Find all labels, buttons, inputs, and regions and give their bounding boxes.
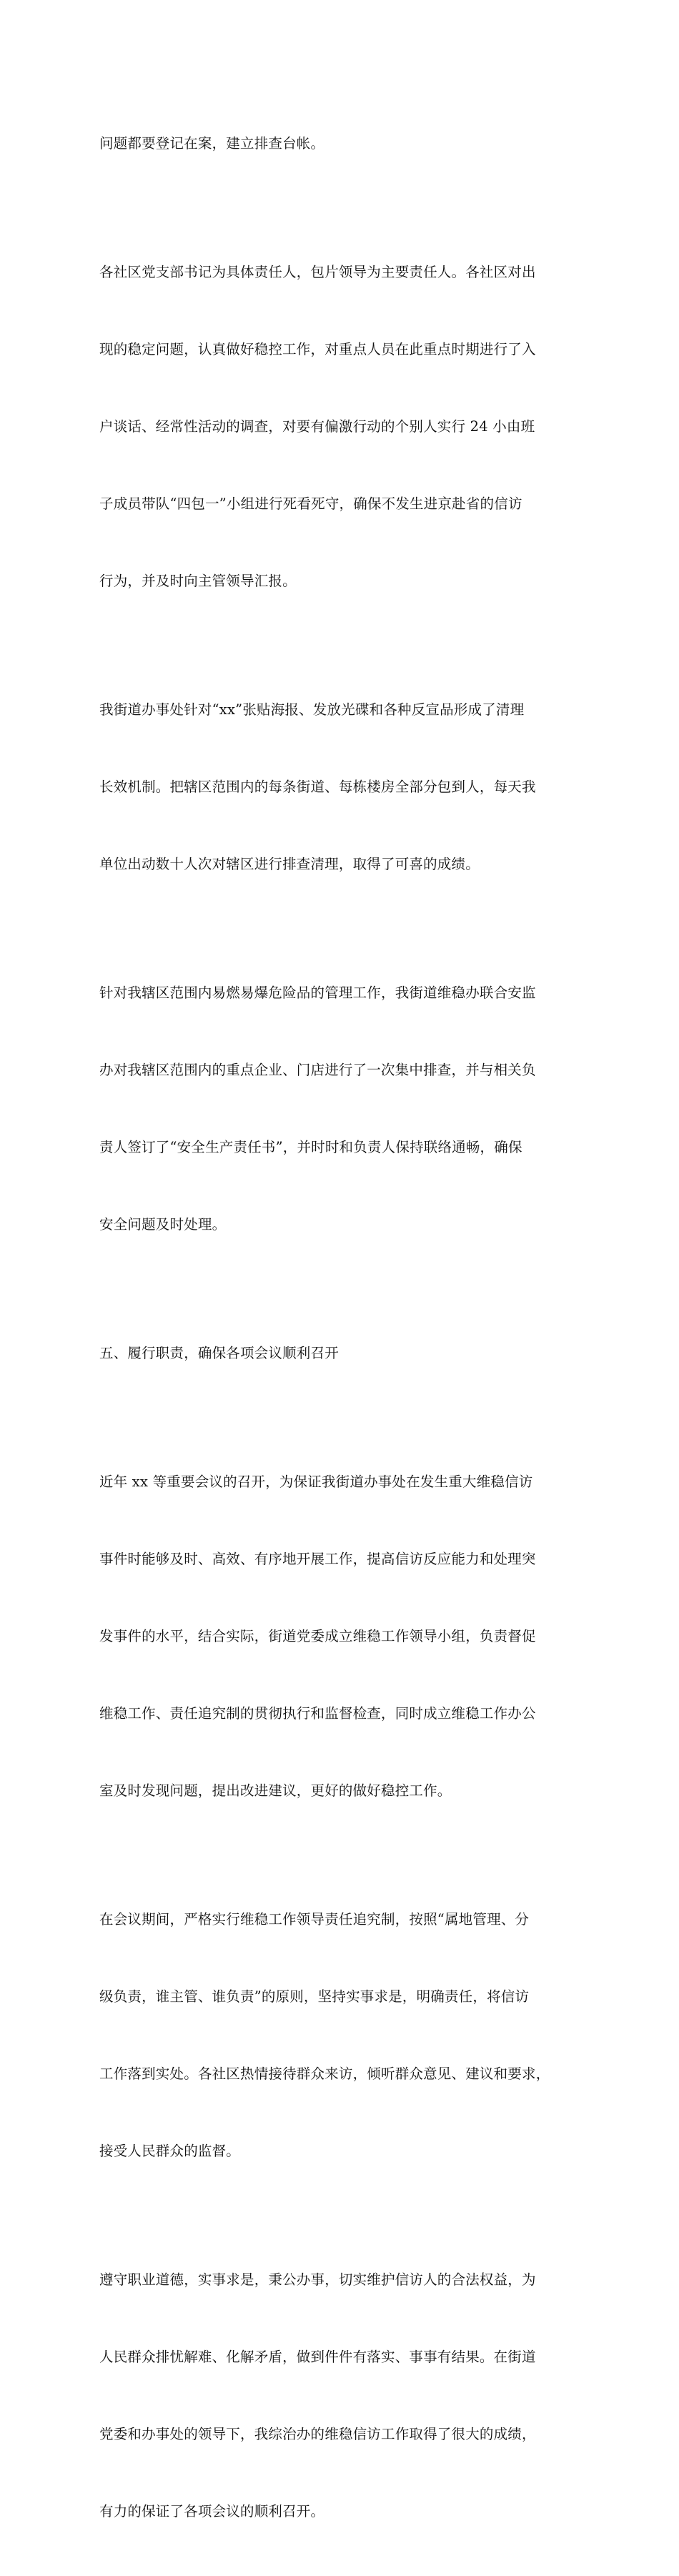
text-line: 级负责，谁主管、谁负责”的原则，坚持实事求是，明确责任，将信访 [99,1988,530,2005]
document-body [99,79,593,2576]
paragraph [99,79,593,208]
text-line: 我街道办事处针对“xx”张贴海报、发放光碟和各种反宣品形成了清理 [99,701,525,718]
text-line: 各社区党支部书记为具体责任人，包片领导为主要责任人。各社区对出 [99,264,536,280]
text-line: 接受人民群众的监督。 [99,2143,241,2159]
text-line: 行为，并及时向主管领导汇报。 [99,573,297,589]
text-line: 问题都要登记在案，建立排查台帐。 [99,135,325,152]
text-line: 事件时能够及时、高效、有序地开展工作，提高信访反应能力和处理突 [99,1551,536,1567]
paragraph [99,2216,593,2576]
text-line: 五、履行职责，确保各项会议顺利召开 [99,1345,339,1361]
text-line: 针对我辖区范围内易燃易爆危险品的管理工作，我街道维稳办联合安监 [99,984,536,1001]
paragraph [99,929,593,1289]
text-line: 安全问题及时处理。 [99,1216,227,1233]
paragraph [99,1855,593,2216]
section-heading [99,1289,593,1418]
text-line: 工作落到实处。各社区热情接待群众来访，倾听群众意见、建议和要求， [99,2066,550,2082]
text-line: 人民群众排忧解难、化解矛盾，做到件件有落实、事事有结果。在街道 [99,2349,536,2365]
text-line: 近年 xx 等重要会议的召开，为保证我街道办事处在发生重大维稳信访 [99,1474,533,1490]
text-line: 户谈话、经常性活动的调查，对要有偏激行动的个别人实行 24 小由班 [99,418,535,435]
text-line: 现的稳定问题，认真做好稳控工作，对重点人员在此重点时期进行了入 [99,341,536,357]
paragraph [99,646,593,929]
text-line: 子成员带队“四包一”小组进行死看死守，确保不发生进京赴省的信访 [99,495,522,512]
text-line: 维稳工作、责任追究制的贯彻执行和监督检查，同时成立维稳工作办公 [99,1705,536,1722]
text-line: 在会议期间，严格实行维稳工作领导责任追究制，按照“属地管理、分 [99,1911,530,1928]
text-line: 办对我辖区范围内的重点企业、门店进行了一次集中排查，并与相关负 [99,1062,536,1078]
text-line: 遵守职业道德，实事求是，秉公办事，切实维护信访人的合法权益，为 [99,2271,536,2288]
paragraph [99,1418,593,1855]
text-line: 室及时发现问题，提出改进建议，更好的做好稳控工作。 [99,1782,452,1799]
paragraph [99,208,593,646]
text-line: 有力的保证了各项会议的顺利召开。 [99,2503,325,2520]
text-line: 长效机制。把辖区范围内的每条街道、每栋楼房全部分包到人，每天我 [99,779,536,795]
text-line: 单位出动数十人次对辖区进行排查清理，取得了可喜的成绩。 [99,856,480,872]
text-line: 发事件的水平，结合实际，街道党委成立维稳工作领导小组，负责督促 [99,1628,536,1644]
text-line: 党委和办事处的领导下，我综治办的维稳信访工作取得了很大的成绩， [99,2426,536,2442]
text-line: 责人签订了“安全生产责任书”，并时时和负责人保持联络通畅，确保 [99,1139,522,1155]
